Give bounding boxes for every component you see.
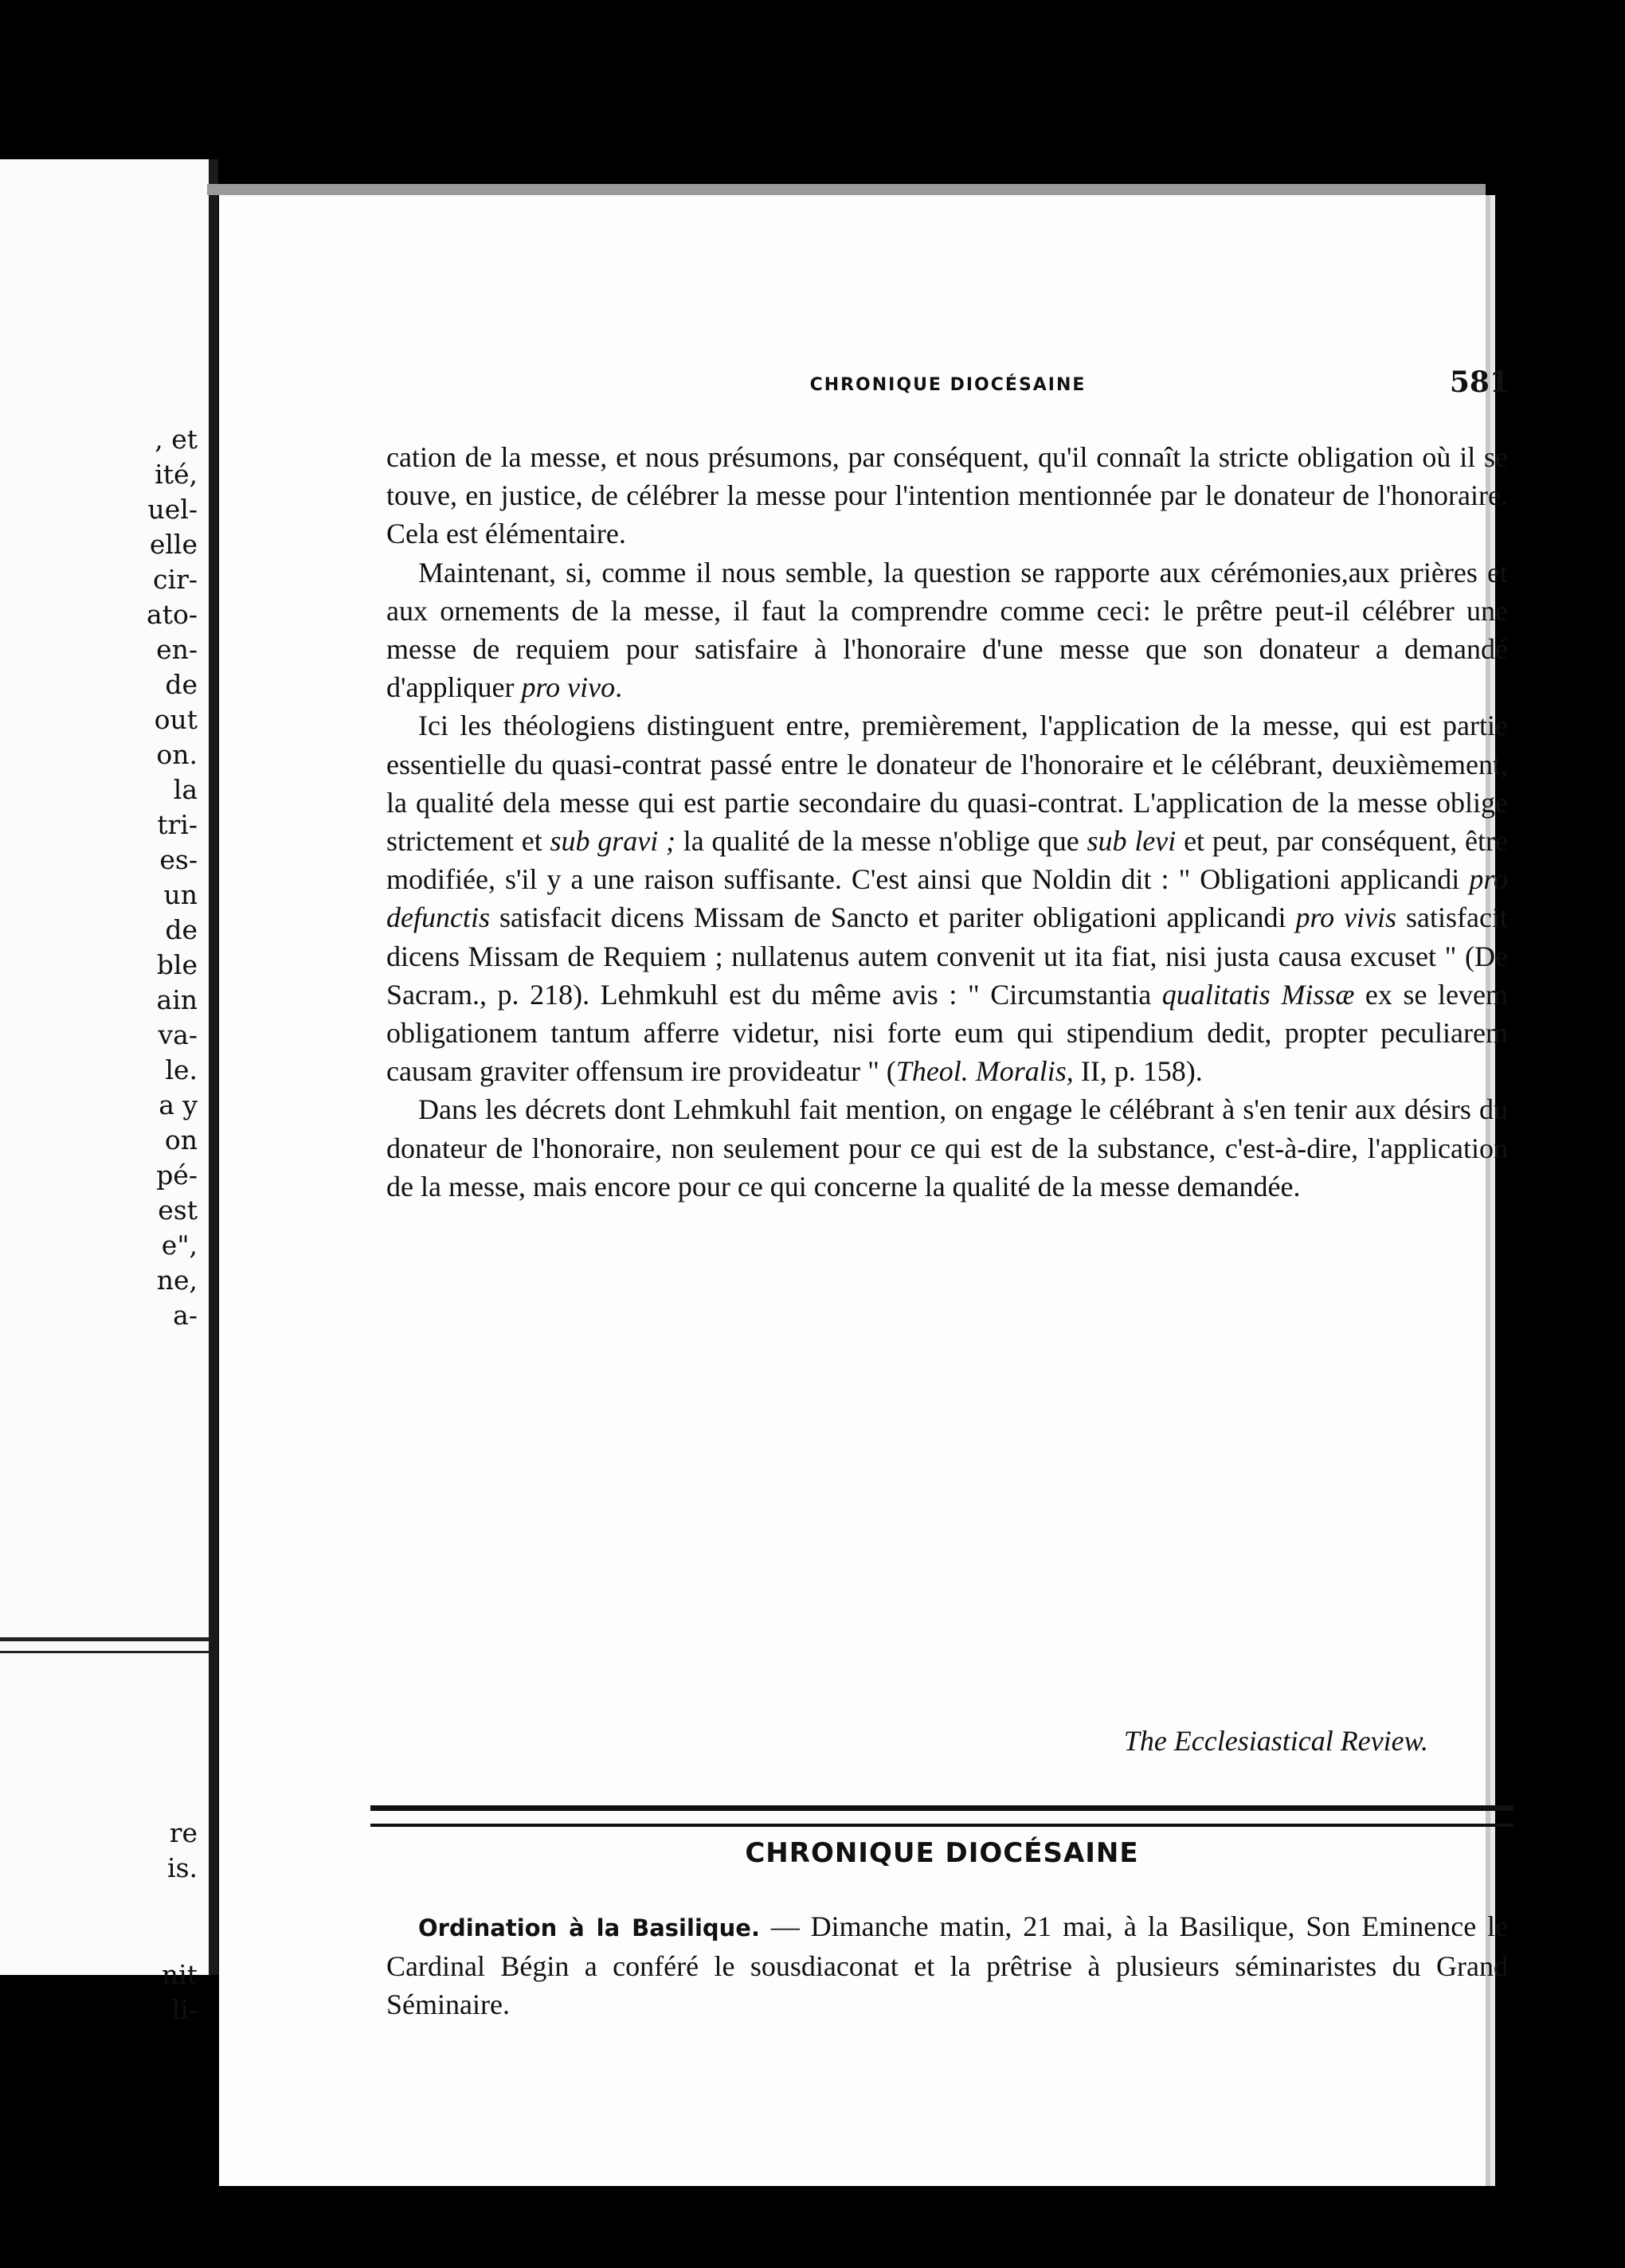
italic-run: pro vivo bbox=[521, 671, 616, 704]
fragment-line: le. bbox=[165, 1054, 198, 1085]
fragment-line: a y bbox=[159, 1089, 198, 1120]
news-paragraph bbox=[386, 1907, 1508, 2024]
italic-run: Theol. Moralis, bbox=[895, 1055, 1074, 1088]
section-double-rule bbox=[370, 1805, 1513, 1827]
text-run: la qualité de la messe n'oblige que bbox=[675, 825, 1087, 858]
fragment-line: nit bbox=[161, 1959, 198, 1990]
fragment-line: ne, bbox=[156, 1265, 198, 1296]
text-run: II, p. 158). bbox=[1073, 1055, 1203, 1088]
italic-run: qualitatis Missæ bbox=[1161, 978, 1355, 1011]
paragraph-1: cation de la messe, et nous présumons, par conséquent, qu'il connaît la stricte obligation où il se touve, en justice, de célébrer la messe pour l'intention mentionnée par le donateur de l'honoraire. Cela est élémentaire. bbox=[386, 441, 1508, 550]
fragment-line: ble bbox=[156, 949, 198, 980]
paragraph-3 bbox=[386, 706, 1508, 1090]
previous-page-edge bbox=[0, 159, 218, 2025]
news-section bbox=[386, 1907, 1508, 2024]
text-run: Ici les théologiens distinguent entre, premièrement, l'application de la messe, qui est partie essentielle du quasi-contrat passé entre le donateur de l'honoraire et le célébrant, deuxièmement, la qualité dela messe qui est partie secondaire du quasi-contrat. L'application de la messe oblige strictement et bbox=[386, 710, 1508, 858]
text-run: et peut, par conséquent, être modifiée, s'il y a une raison suffisante. C'est ainsi que Noldin dit : " Obligationi applicandi bbox=[386, 825, 1508, 896]
fragment-line: ain bbox=[156, 984, 198, 1015]
text-run: . bbox=[615, 671, 623, 704]
running-head: CHRONIQUE DIOCÉSAINE bbox=[809, 375, 1087, 395]
italic-run: pro vivis bbox=[1295, 901, 1397, 934]
fragment-line: on bbox=[164, 1124, 198, 1156]
page-number: 581 bbox=[1449, 366, 1509, 399]
source-attribution: The Ecclesiastical Review. bbox=[1123, 1725, 1428, 1757]
fragment-line: elle bbox=[149, 529, 198, 560]
fragment-line: es- bbox=[159, 844, 198, 875]
italic-run: sub levi bbox=[1087, 825, 1177, 858]
fragment-line: e", bbox=[161, 1230, 198, 1261]
article-body bbox=[386, 438, 1508, 1206]
fragment-line: out bbox=[154, 704, 198, 735]
fragment-line: re bbox=[169, 1817, 198, 1848]
news-heading: Ordination à la Basilique. bbox=[418, 1914, 760, 1941]
previous-page-lower-fragments bbox=[162, 1816, 198, 2028]
previous-page-text-fragments bbox=[147, 422, 198, 1333]
fragment-line: cir- bbox=[153, 564, 198, 595]
fragment-line: ité, bbox=[155, 459, 198, 490]
fragment-line: en- bbox=[156, 634, 198, 665]
fragment-line: de bbox=[165, 669, 198, 700]
fragment-line: , et bbox=[155, 424, 198, 455]
fragment-line: va- bbox=[158, 1019, 198, 1050]
page-581 bbox=[219, 195, 1509, 2186]
paragraph-4: Dans les décrets dont Lehmkuhl fait mention, on engage le célébrant à s'en tenir aux désirs du donateur de l'honoraire, non seulement pour ce qui est de la substance, c'est-à-dire, l'application de la messe, mais encore pour ce qui concerne la qualité de la messe demandée. bbox=[386, 1093, 1508, 1202]
fragment-line: on. bbox=[156, 739, 198, 770]
italic-run: sub gravi ; bbox=[550, 825, 676, 858]
fragment-line: de bbox=[165, 914, 198, 945]
text-run: Maintenant, si, comme il nous semble, la question se rapporte aux cérémonies,aux prières et aux ornements de la messe, il faut la comprendre comme ceci: le prêtre peut-il célébrer une messe de requiem pour satisfaire à l'honoraire d'une messe que son donateur a demandé d'appliquer bbox=[386, 556, 1508, 704]
fragment-line: li- bbox=[171, 1994, 198, 2025]
fragment-line: la bbox=[173, 774, 198, 805]
fragment-line: a- bbox=[173, 1300, 198, 1331]
fragment-line bbox=[162, 1886, 198, 1957]
fragment-line: un bbox=[163, 879, 198, 910]
previous-page-double-rule bbox=[0, 1637, 209, 1653]
paragraph-2 bbox=[386, 553, 1508, 707]
fragment-line: uel- bbox=[147, 494, 198, 525]
page-header bbox=[386, 362, 1509, 410]
fragment-line: is. bbox=[167, 1852, 198, 1883]
text-run: satisfacit dicens Missam de Requiem ; nullatenus autem convenit ut ita fiat, nisi justa causa excuset " (De Sacram., p. 218). Lehmkuhl est du même avis : " Circumstantia bbox=[386, 901, 1508, 1011]
text-run: satisfacit dicens Missam de Sancto et pariter obligationi applicandi bbox=[489, 901, 1296, 934]
text-run: ex se levem obligationem tantum afferre videtur, nisi forte eum qui stipendium dedit, propter peculiarem causam graviter offensum ire provideatur " ( bbox=[386, 978, 1508, 1088]
italic-run: pro defunctis bbox=[386, 863, 1508, 934]
fragment-line: pé- bbox=[156, 1159, 198, 1191]
page-top-shadow bbox=[207, 184, 1486, 195]
fragment-line: tri- bbox=[157, 809, 198, 840]
news-text: — Dimanche matin, 21 mai, à la Basilique, Son Eminence le Cardinal Bégin a conféré le sousdiaconat et la prêtrise à plusieurs séminaristes du Grand Séminaire. bbox=[386, 1910, 1508, 2021]
fragment-line: ato- bbox=[147, 599, 198, 630]
fragment-line: est bbox=[158, 1195, 198, 1226]
section-title: CHRONIQUE DIOCÉSAINE bbox=[745, 1837, 1139, 1869]
